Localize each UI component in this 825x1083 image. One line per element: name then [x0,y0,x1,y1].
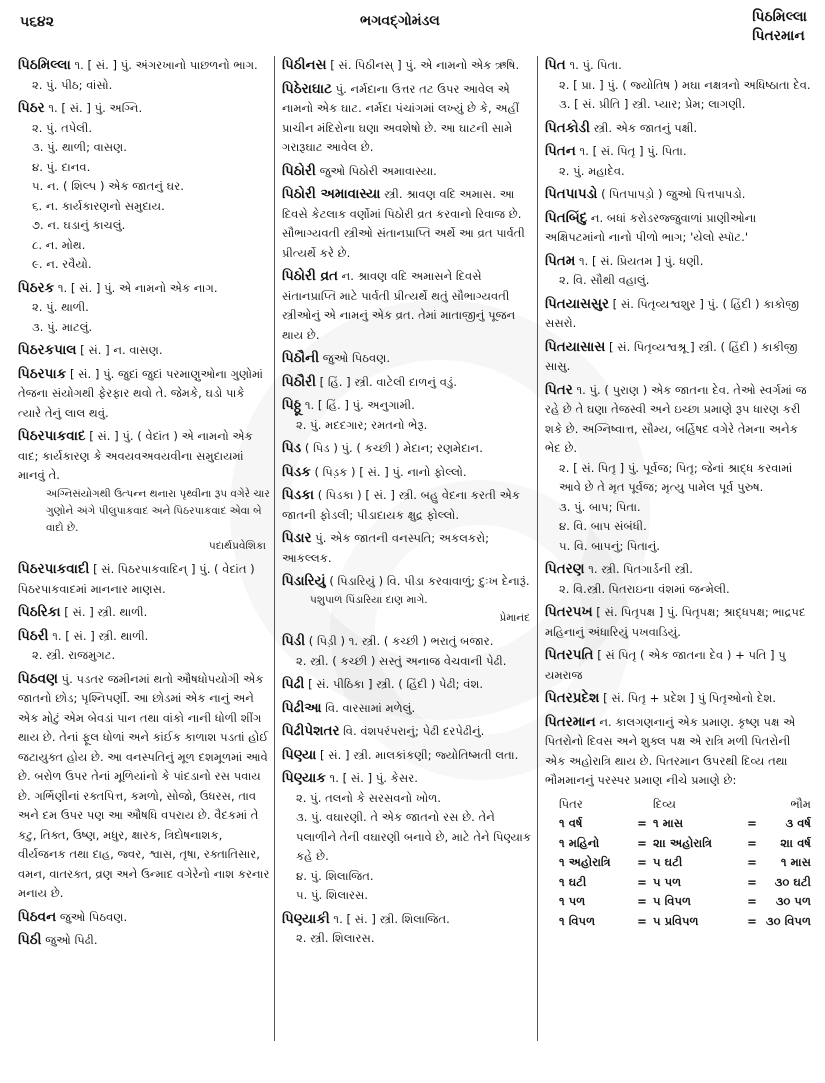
dictionary-entry [282,486,534,525]
sense: ૨. પું. તલનો કે સરસવનો ખોળ. [296,790,441,805]
sense: ૮. ન. મોથ. [32,237,86,252]
sense: ૩. પું. વઘારણી. તે એક જાતનો રસ છે. તેને પલાળીને તેની વઘારણી બનાવે છે, માટે તેને પિણ્યાક કહે છે. [296,810,532,863]
table-cell: ૧ ઘટી [559,874,587,889]
headword: પિણ્યા [282,746,317,763]
entry-main [545,689,811,709]
headword: પિઠીનસ [282,57,327,73]
headword: પિડ [282,440,302,456]
headword: પિણ્યાકી [282,910,330,927]
sense: ૨. વિ.સ્ત્રી. પિતરાઇના વંશમાં જન્મેલી. [559,581,730,596]
sense: ૬. ન. કાર્યકારણનો સમુદાય. [32,198,165,213]
definition: વિ. વારસામાં મળેલું. [325,700,416,715]
table-cell: ૨।। અહોરાત્રિ [653,835,712,850]
headword: પિતરમાન [545,713,596,730]
entry-main [282,463,534,483]
definition: [ સં. ] પું. ( વેદાંત ) એ નામનો એક વાદ; કાર્યકારણ કે અવયવઅવયવીના સમુદાયમાં માનવું તે. [18,429,253,482]
entry-main [282,632,534,652]
headword: પિઠવન [18,908,57,925]
entry-main [18,931,270,951]
table-cell: = [747,855,757,869]
page-number: ૫૬૪૨ [20,14,54,30]
headword: પિતમ [545,252,576,269]
headword: પિઢીઆ [282,699,322,716]
headword: પિઠોરી [282,162,316,179]
dictionary-entry [18,627,270,666]
headword: પિડકા [282,487,315,503]
headword: પિઠોરી અમાવાસ્યા [282,186,381,202]
entry-main [545,142,811,162]
definition: ૧. [ હિં. ] પું. અનુગામી. [304,398,415,412]
table-cell: ૧ માસ [653,816,684,830]
dictionary-entry [545,689,811,709]
sense: ૫. ન. ( શિલ્પ ) એક જાતનું ઘર. [32,179,184,193]
dictionary-entry [282,56,534,76]
dictionary-entry [282,162,534,182]
definition: [ સં. પીઠિકા ] સ્ત્રી. ( હિંદી ) પેઢી; વંશ. [308,677,484,691]
entry-main [545,560,811,580]
citation-source: પદાર્થપ્રવેશિકા [208,539,266,552]
spacer [741,795,763,815]
entry-main [282,373,534,393]
table-cell: = [637,816,647,830]
entry-main [545,295,811,334]
dictionary-entry [545,338,811,377]
headword: પિતરપ્રદેશ [545,690,600,706]
entry-main [282,267,534,345]
dictionary-entry [282,675,534,695]
sense: ૪. પું. શિલાજિત. [296,868,374,883]
definition: ૧. [ સં. ] પું. અંગરખાનો પાછળનો ભાગ. [74,58,258,72]
headword: પિઠેરાઘાટ [282,80,332,97]
definition: ૧. [ સં. પિતૃ ] પું. પિતા. [579,144,687,158]
dictionary-entry [282,769,534,906]
headword: પિતરપખ [545,604,593,620]
dictionary-entry [18,603,270,623]
definition: [ હિં. ] સ્ત્રી. વાટેલી દાળનું વડું. [319,374,457,389]
dictionary-entry [282,185,534,263]
headword: પિતપાપડો [545,186,598,202]
entry-main [18,427,270,486]
definition: સ્ત્રી. શ્રાવણ વદિ અમાસ. આ દિવસે કેટલાક વર્ણોમાં પિઠોરી વ્રત કરવાનો રિવાજ છે. સૌભાગ્યવતી સ્ત્રીઓ સંતાનપ્રાપ્તિ અર્થે આ વ્રત પાર્વતી પ્રીત્યર્થે કરે છે. [282,187,525,260]
headword: પિણ્યાક [282,770,326,786]
table-cell: ૧ વિપળ [559,913,596,928]
entry-main [282,572,534,592]
headword: પિઠોરી વ્રત [282,268,338,284]
dictionary-entry [18,56,270,95]
headword: પિઠવણ [18,670,58,687]
dictionary-entry [282,373,534,393]
headword: પિડક [282,463,311,480]
headword: પિતન [545,143,576,159]
entry-main [18,908,270,928]
dictionary-entry [282,572,534,628]
dictionary-entry [545,603,811,642]
column-2 [282,56,534,953]
entry-main [545,381,811,459]
dictionary-entry [282,632,534,671]
table-header: પિતર [559,796,583,811]
sense: ૨. પું. તપેલી. [32,120,93,135]
table-cell: = [637,835,647,850]
definition: ૧. પું. પિતા. [569,58,622,72]
entry-main [18,365,270,424]
page-header [0,0,825,52]
citation-quote: અગ્નિસંયોગથી ઉત્પન્ન થનારા પૃથ્વીના રૂપ વગેરે ચાર ગુણોને અંગે પીલુપાકવાદ અને પિઠરપાકવાદ એવા બે વાદો છે. [46,487,270,534]
table-cell: ૫ ઘટી [653,855,683,869]
time-conversion-table [545,795,811,932]
headword: પિત [545,57,566,73]
definition: સ્ત્રી. એક જાતનું પક્ષી. [593,120,698,135]
headword: પિતકોડી [545,119,590,136]
headword: પિઢી [282,676,305,692]
dictionary-entry [18,279,270,338]
entry-main [545,338,811,377]
definition: જુઓ પિઢી. [45,933,98,947]
entry-main [282,746,534,766]
dictionary-entry [282,529,534,568]
sense: ૫. પું. શિલારસ. [296,888,369,902]
definition: પું. નર્મદાના ઉત્તર તટ ઉપર આવેલ એ નામનો એક ઘાટ. નર્મદા પંચાંગમાં લખ્યું છે કે, અહીં પ્રાચીન મંદિરોના ઘણા અવશેષો છે. આ ઘાટની સામે ગરારૂઘાટ આવેલ છે. [282,81,520,154]
column-1 [18,56,270,955]
entry-main [18,670,270,904]
definition: ( પિડ ) પું. ( કચ્છી ) મેદાન; રણમેદાન. [304,441,483,455]
definition: ( પિડારિયું ) વિ. પીડા કરવાવાળું; દુઃખ દેનારૂં. [329,574,530,588]
dictionary-entry [18,560,270,599]
definition: ૧. [ સં. ] સ્ત્રી. થાળી. [52,628,149,643]
table-row [559,814,811,834]
table-cell: = [747,816,757,830]
table-cell: = [747,894,757,908]
column-divider [537,56,538,1041]
dictionary-entry [282,439,534,459]
table-cell: ૧ અહોરાત્રિ [559,855,611,869]
sense: ૩. પું. બાપ; પિતા. [559,499,641,514]
sense: ૯. ન. રવૈયો. [32,257,92,271]
sense: ૪. પું. દાનવ. [32,159,91,174]
entry-main [282,349,534,369]
entry-main [282,675,534,695]
definition: ( પિડ઼ી ) ૧. સ્ત્રી. ( કચ્છી ) ભરાતું બજાર. [308,634,494,648]
definition: [ સં. ] સ્ત્રી. થાળી. [64,605,148,619]
table-cell: = [637,874,647,889]
definition: ન. કાલગણનાનું એક પ્રમાણ. કૃષ્ણ પક્ષ એ પિતરોનો દિવસ અને શુક્લ પક્ષ એ રાત્રિ મળી પિતરોની એક અહોરાત્રિ થાય છે. પિતરમાન ઉપરથી દિવ્ય તથા ભૌમમાનનું પરસ્પર પ્રમાણ નીચે પ્રમાણે છે: [545,714,796,787]
dictionary-entry [18,365,270,424]
sense: ૨. પું. મદદગાર; રમતનો ભેરૂ. [296,417,428,432]
headword: પિતરપતિ [545,647,594,663]
table-cell: = [747,835,757,850]
headword: પિતયાસાસ [545,338,606,355]
definition: જુઓ પિઠવણ. [59,909,128,924]
headword: પિઠ્ઠૂ [282,397,302,413]
entry-main [545,646,811,685]
dictionary-entry [545,119,811,139]
entry-main [18,56,270,76]
headword: પિઠરકપાલ [18,342,77,358]
table-header: દિવ્ય [653,796,677,811]
dictionary-entry [545,381,811,557]
entry-main [18,560,270,599]
entry-main [282,396,534,416]
dictionary-entry [282,699,534,719]
definition: ( પિડકા ) [ સં. ] સ્ત્રી. બહુ વેદના કરતી એક જાતની ફોડલી; પીડાદાયક ક્ષુદ્ર ફોલ્લો. [282,488,521,522]
table-header-row [559,795,811,815]
dictionary-entry [282,746,534,766]
dictionary-entry [545,295,811,334]
sense: ૨. પું. થાળી. [32,300,89,314]
entry-main [282,910,534,930]
entry-main [282,80,534,158]
dictionary-entry [282,396,534,435]
headword: પિતરણ [545,561,585,577]
definition: પું. પડતર જમીનમાં થતો ઔષધોપયોગી એક જાતનો છોડ; પૃશ્નિપર્ણી. આ છોડમાં એક નાનું અને એક મોટું એમ બેવડાં પાન તથા વાંકો નાની ધોળી શીંગ થાય છે. તેનાં ફૂલ ધોળાં અને કાંઈક કાળાશ પડતાં હોઈ જટાયુક્ત હોય છે. આ વનસ્પતિનું મૂળ દશમૂળમાં આવે છે. બરોળ ઉપર તેનાં મૂળિયાંનો કે પાંદડાનો રસ પવાય છે. ગર્ભિણીનાં રક્તપિત્ત, કમળો, સોજો, ઉધરસ, તાવ અને દમ ઉપર પણ આ ઔષધિ વપરાય છે. વૈદકમાં તે કટુ, તિક્ત, ઉષ્ણ, મધુર, ક્ષારક, ત્રિદોષનાશક, વીર્યજનક તથા દાહ, જ્વર, શ્વાસ, તૃષા, રક્તાતિસાર, વમન, વાતરક્ત, વ્રણ અને ઉન્માદ વગેરેનો નાશ કરનાર મનાય છે. [18,671,270,900]
sense: ૩. પું. માટલું. [32,319,93,334]
entry-main [282,769,534,789]
table-cell: = [747,913,757,928]
entry-main [545,713,811,791]
sense: ૪. વિ. બાપ સંબંધી. [559,519,647,533]
headword: પિઠરપાક [18,365,67,382]
citation-source: પ્રેમાનંદ [499,611,530,624]
sense: ૨. વિ. સૌથી વહાલું. [559,273,650,287]
definition: વિ. વંશપરંપરાનું; પેઢી દરપેઢીનું. [343,724,485,738]
dictionary-entry [18,931,270,951]
dictionary-entry [545,209,811,248]
entry-main [545,252,811,272]
sense: ૨. પું. મહાદેવ. [559,163,625,178]
headword: પિઠી [18,932,42,948]
dictionary-entry [545,560,811,599]
dictionary-entry [545,713,811,791]
column-divider [274,56,275,1041]
table-row [559,912,811,932]
sense: ૩. [ સં. પ્રીતિ ] સ્ત્રી. પ્યાર; પ્રેમ; લાગણી. [559,97,746,111]
sense: ૨. સ્ત્રી. રાજમુગટ. [32,648,116,662]
entry-main [18,341,270,361]
table-row [559,853,811,873]
table-cell: ૩૦ વિપળ [765,913,811,928]
table-row [559,873,811,893]
sense: ૨. પું. પીઠ; વાંસો. [32,77,113,92]
definition: [ સં. ] પું. જુદાં જુદાં પરમાણુઓના ગુણોમાં તેજના સંયોગથી ફેરફાર થવો તે. જેમકે, ઘડો પાકે ત્યારે તેનું લાલ થવું. [18,366,264,420]
entry-main [545,603,811,642]
headword: પિઢીપેશતર [282,723,340,739]
entry-main [18,279,270,299]
definition: જુઓ પિઠવણ. [322,351,391,365]
headword: પિડારિયું [282,573,326,589]
table-cell: = [637,855,647,869]
headword: પિઠૌરી [282,373,316,390]
definition: [ સં. પિતૃ + પ્રદેશ ] પું પિતૃઓનો દેશ. [603,691,776,705]
dictionary-entry [18,341,270,361]
entry-main [545,185,811,205]
dictionary-entry [282,80,534,158]
table-cell: ૩૦ ઘટી [774,874,811,889]
dictionary-entry [545,185,811,205]
guide-word-last: પિતરમાન [752,28,805,44]
definition: [ સં. પિતૃપક્ષ ] પું. પિતૃપક્ષ; શ્રાદ્ધપક્ષ; ભાદ્રપદ મહિનાનું અંધારિયું પખવાડિયું. [545,605,806,639]
entry-main [18,627,270,647]
sense: ૨. [ પ્રા. ] પું. ( જ્યોતિષ ) મઘા નક્ષત્રનો અધિષ્ઠાતા દેવ. [559,77,811,92]
definition: પું. એક જાતની વનસ્પતિ; અકલકરો; આકલ્લક. [282,531,490,565]
table-row [559,892,811,912]
citation-quote: પશુપાળ પિંડારિયા દાણ માગે. [310,593,428,606]
sense: ૨. સ્ત્રી. ( કચ્છી ) સસ્તું અનાજ વેચવાની પેઢી. [296,653,507,668]
definition: ૧. [ સં. ] સ્ત્રી. શિલાજિત. [333,911,450,926]
table-cell: ૩૦ પળ [775,894,811,908]
spacer [631,795,653,815]
definition: [ સં. પિઠરપાકવાદિન્ ] પું. ( વેદાંત ) પિઠરપાકવાદમાં માનનાર માણસ. [18,562,255,596]
dictionary-entry [282,722,534,742]
guide-words [752,8,807,46]
table-cell: = [747,874,757,889]
headword: પિઠરપાકવાદી [18,561,90,577]
table-row [559,834,811,854]
sense: ૨. સ્ત્રી. શિલારસ. [296,931,375,945]
definition: ૧. [ સં. ] પું. એ નામનો એક નાગ. [57,280,218,295]
definition: [ સં. પિતૃવ્યશ્વશુર ] પું. ( હિંદી ) કાકોજી સસરો. [545,296,800,330]
sense: ૨. [ સં. પિતૃ ] પું. પૂર્વજ; પિતૃ; જેનાં શ્રાદ્ધ કરવામાં આવે છે તે મૃત પૂર્વજ; મૃત્યુ પામેલ પૂર્વ પુરુષ. [559,460,793,494]
entry-main [18,603,270,623]
headword: પિડાર [282,530,312,546]
dictionary-entry [18,427,270,556]
dictionary-entry [545,646,811,685]
definition: જુઓ પિઠોરી અમાવાસ્યા. [319,163,437,178]
table-header: ભૌમ [790,796,811,811]
dictionary-entry [545,56,811,115]
sense: ૭. ન. ઘડાનું કાચલું. [32,218,126,232]
table-cell: = [637,913,647,928]
table-cell: = [637,894,647,908]
table-cell: ૩ વર્ષ [785,816,811,830]
headword: પિઠર [18,100,45,116]
table-cell: ૧ વર્ષ [559,816,583,830]
table-cell: ૫ પ્રવિપળ [653,913,699,928]
table-cell: ૧ મહિનો [559,835,600,850]
headword: પિડી [282,633,306,649]
definition: ( પિડ઼ક ) [ સં. ] પું. નાનો ફોલ્લો. [314,464,467,479]
table-cell: ૫ વિપળ [653,894,692,908]
entry-main [282,699,534,719]
definition: ૧. [ સં. ] પું. અગ્નિ. [48,101,143,115]
table-cell: ૧ માસ [780,855,811,869]
sense: ૩. પું. થાળી; વાસણ. [32,140,127,154]
running-title: ભગવદ્ગોમંડલ [360,13,440,29]
dictionary-entry [282,267,534,345]
entry-main [282,529,534,568]
definition: [ સં. ] ન. વાસણ. [80,343,163,357]
definition: ૧. [ સં. ] પું. કેસર. [329,771,418,785]
entry-main [282,56,534,76]
definition: ન. શ્રાવણ વદિ અમાસને દિવસે સંતાનપ્રાપ્તિ માટે પાર્વતી પ્રીત્યર્થે થતું સૌભાગ્યવતી સ્ત્રીઓનું એ નામનું એક વ્રત. તેમાં માતાજીનું પૂજન થાય છે. [282,269,516,342]
entry-main [282,486,534,525]
table-cell: ૫ પળ [653,874,682,889]
dictionary-entry [282,463,534,483]
definition: ૧. [ સં. પ્રિયતમ ] પું. ધણી. [578,253,704,268]
table-cell: ૨।। વર્ષ [780,835,811,850]
column-3 [545,56,811,931]
definition: [ સં પિતૃ ( એક જાતના દેવ ) + પતિ ] પુ યમરાજ [545,648,786,682]
dictionary-entry [18,99,270,275]
entry-main [545,119,811,139]
headword: પિઠૌની [282,350,320,366]
headword: પિઠરક [18,279,55,296]
entry-main [282,722,534,742]
entry-main [545,209,811,248]
headword: પિઠરપાકવાદ [18,428,86,444]
dictionary-entry [18,908,270,928]
entry-main [282,162,534,182]
dictionary-entry [545,252,811,291]
entry-main [545,56,811,76]
headword: પિતર [545,381,573,398]
dictionary-entry [18,670,270,904]
definition: [ સં. ] સ્ત્રી. માલકાંકણી; જ્યોતિષ્મતી લતા. [320,747,519,762]
guide-word-first: પિઠમિલ્લા [752,9,807,25]
definition: [ સં. પિઠીનસ્ ] પું. એ નામનો એક ઋષિ. [330,58,520,72]
definition: ન. બધાં કરોડરજ્જુવાળાં પ્રાણીઓના અક્ષિપટમાંનો નાનો પીળો ભાગ; 'યેલો સ્પૉટ.' [545,210,757,244]
table-cell: ૧ પળ [559,894,586,908]
entry-main [282,185,534,263]
headword: પિઠરિકા [18,604,61,620]
definition: ૧. પું. ( પુરાણ ) એક જાતના દેવ. તેઓ સ્વર્ગમાં જ રહે છે તે ઘણા તેજસ્વી અને ઇચ્છા પ્રમાણે રૂપ ધારણ કરી શકે છે. અગ્નિષ્વાત્ત, સૌમ્ય, બર્હિષદ વગેરે તેમના અનેક ભેદ છે. [545,382,807,455]
entry-main [18,99,270,119]
dictionary-entry [282,349,534,369]
headword: પિઠરી [18,627,49,644]
entry-main [282,439,534,459]
sense: ૫. વિ. બાપનું; પિતાનું. [559,538,661,553]
headword: પિતબિંદુ [545,209,588,226]
definition: [ સં. પિતૃવ્યશ્વશ્રૂ ] સ્ત્રી. ( હિંદી ) કાકીજી સાસુ. [545,339,798,373]
dictionary-entry [282,910,534,949]
headword: પિઠમિલ્લા [18,57,71,73]
definition: ( પિતપાપડ઼ો ) જુઓ પિત્તપાપડો. [601,187,746,201]
definition: ૧. સ્ત્રી. પિતગાર્ડની સ્ત્રી. [588,562,693,576]
dictionary-entry [545,142,811,181]
headword: પિતયાસસુર [545,295,609,312]
